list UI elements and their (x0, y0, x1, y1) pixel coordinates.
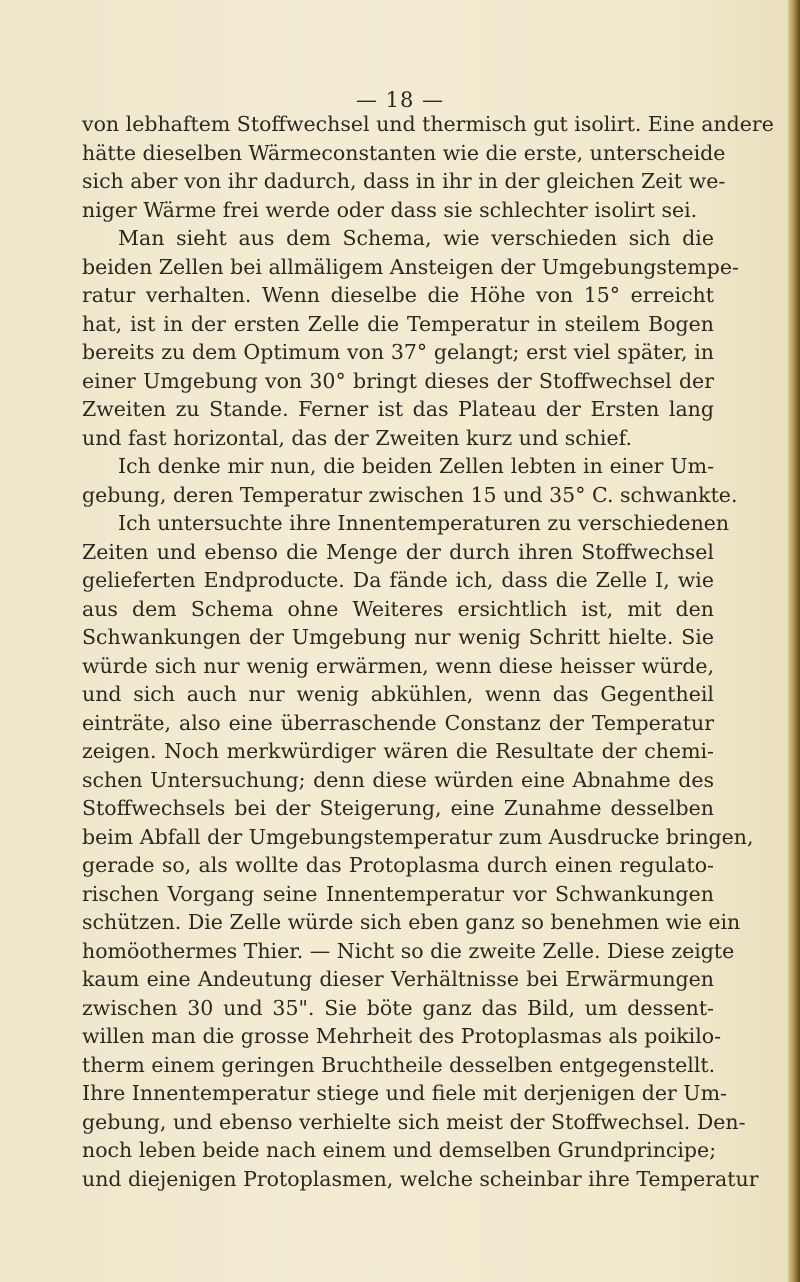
text-line: hat, ist in der ersten Zelle die Temperatur in steilem Bogen (82, 311, 714, 336)
text-line: homöothermes Thier. — Nicht so die zweite Zelle. Diese zeigte (82, 938, 735, 963)
text-line: zeigen. Noch merkwürdiger wären die Resultate der chemi- (82, 739, 714, 763)
text-line: Stoffwechsels bei der Steigerung, eine Zunahme desselben (82, 796, 714, 820)
text-line: gerade so, als wollte das Protoplasma durch einen regulato- (82, 853, 714, 877)
text-line: gebung, und ebenso verhielte sich meist der Stoffwechsel. Den- (82, 1109, 746, 1134)
text-line: Ich untersuchte ihre Innentemperaturen zu verschiedenen (118, 511, 730, 535)
text-line: und sich auch nur wenig abkühlen, wenn das Gegentheil (82, 682, 714, 706)
text-line: zwischen 30 und 35". Sie böte ganz das Bild, um dessent- (82, 995, 714, 1020)
text-line: niger Wärme frei werde oder dass sie schlechter isolirt sei. (82, 197, 698, 222)
text-line: und fast horizontal, das der Zweiten kurz und schief. (82, 425, 632, 450)
text-line: schen Untersuchung; denn diese würden eine Abnahme des (82, 767, 714, 792)
body-text (82, 110, 774, 1193)
text-line: einer Umgebung von 30° bringt dieses der Stoffwechsel der (82, 368, 714, 393)
text-line: von lebhaftem Stoffwechsel und thermisch gut isolirt. Eine andere (82, 112, 774, 136)
text-line: gelieferten Endproducte. Da fände ich, dass die Zelle I, wie (82, 568, 714, 592)
text-line: sich aber von ihr dadurch, dass in ihr in der gleichen Zeit we- (82, 169, 726, 193)
text-line: aus dem Schema ohne Weiteres ersichtlich ist, mit den (82, 596, 714, 621)
text-line: beim Abfall der Umgebungstemperatur zum Ausdrucke bringen, (82, 824, 754, 849)
text-line: und diejenigen Protoplasmen, welche scheinbar ihre Temperatur (82, 1166, 759, 1191)
text-line: therm einem geringen Bruchtheile desselben entgegenstellt. (82, 1052, 716, 1077)
book-spine-edge (788, 0, 800, 1282)
text-line: Man sieht aus dem Schema, wie verschieden sich die (118, 226, 714, 250)
text-line: schützen. Die Zelle würde sich eben ganz so benehmen wie ein (82, 910, 741, 934)
text-line: bereits zu dem Optimum von 37° gelangt; erst viel später, in (82, 340, 714, 364)
text-line: noch leben beide nach einem und demselben Grundprincipe; (82, 1138, 717, 1162)
text-line: gebung, deren Temperatur zwischen 15 und 35° C. schwankte. (82, 482, 738, 507)
text-line: würde sich nur wenig erwärmen, wenn diese heisser würde, (82, 653, 714, 678)
text-line: beiden Zellen bei allmäligem Ansteigen der Umgebungstempe- (82, 254, 739, 279)
text-line: Ihre Innentemperatur stiege und fiele mit derjenigen der Um- (82, 1081, 727, 1105)
text-line: willen man die grosse Mehrheit des Protoplasmas als poikilo- (82, 1024, 722, 1048)
page-number: — 18 — (355, 88, 445, 112)
text-line: hätte dieselben Wärmeconstanten wie die erste, unterscheide (82, 140, 726, 165)
text-line: einträte, also eine überraschende Constanz der Temperatur (82, 710, 714, 735)
text-line: rischen Vorgang seine Innentemperatur vor Schwankungen (82, 881, 714, 906)
text-line: kaum eine Andeutung dieser Verhältnisse bei Erwärmungen (82, 967, 714, 991)
text-line: Ich denke mir nun, die beiden Zellen lebten in einer Um- (118, 454, 714, 478)
text-line: Zweiten zu Stande. Ferner ist das Plateau der Ersten lang (82, 397, 714, 421)
text-line: Schwankungen der Umgebung nur wenig Schritt hielte. Sie (82, 625, 714, 649)
text-line: ratur verhalten. Wenn dieselbe die Höhe von 15° erreicht (82, 283, 714, 307)
text-line: Zeiten und ebenso die Menge der durch ihren Stoffwechsel (82, 539, 714, 564)
